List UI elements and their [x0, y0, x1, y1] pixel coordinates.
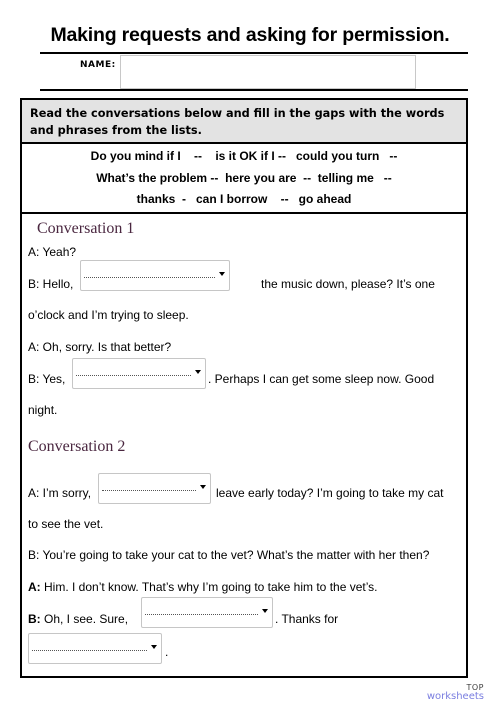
speaker: B — [28, 548, 37, 562]
line-text: : Hello, — [36, 277, 74, 291]
dialogue-line — [28, 580, 378, 594]
name-input[interactable] — [120, 55, 416, 89]
topworksheets-logo — [427, 683, 484, 701]
title-divider-top — [40, 52, 468, 54]
line-text: Oh, I see. Sure, — [40, 612, 129, 626]
chevron-down-icon — [219, 272, 225, 276]
line-text: the music down, please? It’s one — [261, 277, 435, 291]
line-text: : Yeah? — [36, 245, 77, 259]
conversation-2-title: Conversation 2 — [28, 438, 126, 455]
speaker: A — [28, 245, 37, 259]
line-text: . Thanks for — [275, 612, 339, 626]
dialogue-line — [28, 548, 429, 562]
page-title: Making requests and asking for permission. — [50, 24, 450, 46]
line-text: : You’re going to take your cat to the vet? What’s the matter with her then? — [36, 548, 430, 562]
line-text: . — [165, 645, 169, 659]
chevron-down-icon — [200, 485, 206, 489]
logo-top-text: TOP — [466, 683, 484, 692]
instructions: Read the conversations below and fill in the gaps with the words and phrases from the lists. — [20, 98, 468, 144]
title-divider-bottom — [40, 89, 468, 91]
chevron-down-icon — [195, 370, 201, 374]
speaker: A — [28, 486, 37, 500]
chevron-down-icon — [151, 645, 157, 649]
dialogue-line — [28, 245, 76, 259]
dialogue-line — [28, 372, 65, 386]
word-bank-line: Do you mind if I -- is it OK if I -- could you turn -- — [90, 149, 398, 163]
speaker: B: — [28, 612, 41, 626]
dialogue-line: to see the vet. — [28, 517, 104, 531]
dialogue-line: o’clock and I’m trying to sleep. — [28, 308, 189, 322]
dialogue-line — [28, 612, 128, 626]
line-text: leave early today? I’m going to take my cat — [216, 486, 444, 500]
dialogue-line — [28, 277, 73, 291]
chevron-down-icon — [262, 609, 268, 613]
dialogue-line — [28, 486, 91, 500]
line-text: Him. I don’t know. That’s why I’m going to take him to the vet’s. — [40, 580, 378, 594]
answer-dropdown-2[interactable] — [72, 358, 206, 389]
answer-dropdown-3[interactable] — [98, 473, 211, 504]
word-bank — [20, 144, 468, 214]
answer-dropdown-5[interactable] — [28, 633, 162, 664]
line-text: : I’m sorry, — [36, 486, 92, 500]
name-label: NAME: — [80, 60, 116, 70]
speaker: B — [28, 277, 37, 291]
conversation-1-title: Conversation 1 — [37, 220, 135, 237]
speaker: A — [28, 340, 37, 354]
answer-dropdown-4[interactable] — [141, 597, 273, 628]
dialogue-line: night. — [28, 403, 58, 417]
speaker: A: — [28, 580, 41, 594]
answer-dropdown-1[interactable] — [80, 260, 230, 291]
word-bank-line: thanks - can I borrow -- go ahead — [136, 192, 352, 206]
logo-brand-text: worksheets — [426, 691, 484, 702]
dialogue-line — [28, 340, 171, 354]
line-text: : Oh, sorry. Is that better? — [36, 340, 172, 354]
line-text: : Yes, — [36, 372, 66, 386]
line-text: . Perhaps I can get some sleep now. Good — [208, 372, 435, 386]
speaker: B — [28, 372, 37, 386]
word-bank-line: What’s the problem -- here you are -- telling me -- — [96, 171, 392, 185]
